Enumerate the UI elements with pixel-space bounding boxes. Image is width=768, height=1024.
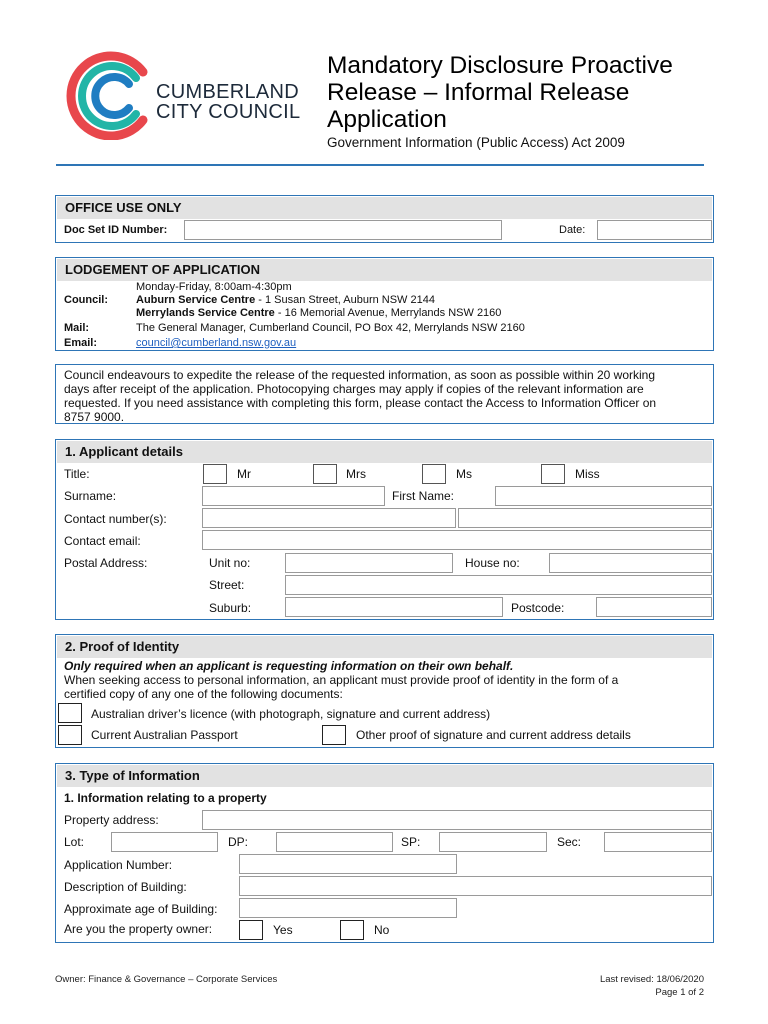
title-label: Title: [64, 467, 90, 481]
council-label: Council: [64, 294, 108, 306]
other-proof-checkbox[interactable] [322, 725, 346, 745]
owner-no-checkbox[interactable] [340, 920, 364, 940]
application-number-field[interactable] [239, 854, 457, 874]
unit-no-label: Unit no: [209, 556, 251, 570]
dp-label: DP: [228, 835, 249, 849]
other-proof-label: Other proof of signature and current address details [356, 728, 631, 742]
title-miss-checkbox[interactable] [541, 464, 565, 484]
lot-label: Lot: [64, 835, 85, 849]
cumberland-logo [58, 50, 158, 140]
page-title [327, 52, 673, 133]
owner-yes-label: Yes [273, 923, 293, 937]
footer-revised: Last revised: 18/06/2020 [599, 974, 704, 985]
date-label: Date: [559, 224, 586, 236]
office-use-section [55, 195, 714, 243]
logo-text [156, 82, 300, 122]
identity-heading: 2. Proof of Identity [57, 636, 712, 658]
property-address-label: Property address: [64, 813, 159, 827]
contact-email-label: Contact email: [64, 534, 141, 548]
licence-checkbox[interactable] [58, 703, 82, 723]
sec-field[interactable] [604, 832, 712, 852]
mail-label: Mail: [64, 322, 90, 334]
title-line-2: Release – Informal Release [327, 79, 630, 106]
notice-section [55, 364, 714, 424]
title-mrs-checkbox[interactable] [313, 464, 337, 484]
passport-checkbox[interactable] [58, 725, 82, 745]
contact-number-label: Contact number(s): [64, 512, 167, 526]
surname-field[interactable] [202, 486, 385, 506]
doc-set-id-field[interactable] [184, 220, 502, 240]
identity-note: Only required when an applicant is requesting information on their own behalf. [64, 659, 514, 673]
sp-label: SP: [401, 835, 421, 849]
contact-email-field[interactable] [202, 530, 712, 550]
title-ms-checkbox[interactable] [422, 464, 446, 484]
applicant-section [55, 439, 714, 620]
doc-set-label: Doc Set ID Number: [64, 224, 168, 236]
suburb-field[interactable] [285, 597, 503, 617]
first-name-field[interactable] [495, 486, 712, 506]
title-line-1: Mandatory Disclosure Proactive [327, 52, 673, 79]
licence-label: Australian driver’s licence (with photograph, signature and current address) [91, 707, 491, 721]
house-no-label: House no: [465, 556, 520, 570]
notice-line-4: 8757 9000. [64, 410, 125, 424]
description-label: Description of Building: [64, 880, 187, 894]
street-field[interactable] [285, 575, 712, 595]
contact-number-field-1[interactable] [202, 508, 456, 528]
header-divider [56, 164, 704, 166]
sec-label: Sec: [557, 835, 582, 849]
council-email-link[interactable]: council@cumberland.nsw.gov.au [136, 337, 297, 349]
suburb-label: Suburb: [209, 601, 252, 615]
info-type-heading: 3. Type of Information [57, 765, 712, 787]
title-ms-label: Ms [456, 467, 472, 481]
auburn-centre [136, 294, 435, 306]
property-subheading: 1. Information relating to a property [64, 791, 267, 805]
owner-yes-checkbox[interactable] [239, 920, 263, 940]
passport-label: Current Australian Passport [91, 728, 238, 742]
house-no-field[interactable] [549, 553, 712, 573]
notice-line-1: Council endeavours to expedite the release of the requested information, as soon as possible within 20 working [64, 368, 656, 382]
lodgement-section [55, 257, 714, 351]
property-address-field[interactable] [202, 810, 712, 830]
dp-field[interactable] [276, 832, 393, 852]
postal-address-label: Postal Address: [64, 556, 148, 570]
page-subtitle: Government Information (Public Access) Act 2009 [327, 135, 625, 150]
unit-no-field[interactable] [285, 553, 453, 573]
email-label: Email: [64, 337, 98, 349]
postcode-label: Postcode: [511, 601, 565, 615]
lot-field[interactable] [111, 832, 218, 852]
lodgement-hours: Monday-Friday, 8:00am-4:30pm [136, 281, 292, 293]
first-name-label: First Name: [392, 489, 455, 503]
postcode-field[interactable] [596, 597, 712, 617]
title-mr-checkbox[interactable] [203, 464, 227, 484]
owner-no-label: No [374, 923, 390, 937]
building-age-field[interactable] [239, 898, 457, 918]
applicant-heading: 1. Applicant details [57, 441, 712, 463]
contact-number-field-2[interactable] [458, 508, 712, 528]
building-age-label: Approximate age of Building: [64, 902, 218, 916]
merrylands-centre-address: - 16 Memorial Avenue, Merrylands NSW 2160 [274, 307, 502, 319]
merrylands-centre-name: Merrylands Service Centre [136, 307, 275, 319]
notice-line-3: requested. If you need assistance with completing this form, please contact the Access to Information Officer on [64, 396, 657, 410]
title-mr-label: Mr [237, 467, 251, 481]
logo-line-2: CITY COUNCIL [156, 101, 301, 123]
description-field[interactable] [239, 876, 712, 896]
street-label: Street: [209, 578, 245, 592]
auburn-centre-address: - 1 Susan Street, Auburn NSW 2144 [255, 294, 435, 306]
office-use-heading: OFFICE USE ONLY [57, 197, 712, 219]
info-type-section [55, 763, 714, 943]
surname-label: Surname: [64, 489, 117, 503]
logo-line-1: CUMBERLAND [156, 81, 300, 103]
auburn-centre-name: Auburn Service Centre [136, 294, 256, 306]
title-miss-label: Miss [575, 467, 600, 481]
date-field[interactable] [597, 220, 712, 240]
footer-page: Page 1 of 2 [655, 987, 704, 998]
property-owner-label: Are you the property owner: [64, 922, 213, 936]
identity-line-1: When seeking access to personal information, an applicant must provide proof of identity in the form of a [64, 673, 619, 687]
application-number-label: Application Number: [64, 858, 173, 872]
identity-line-2: certified copy of any one of the following documents: [64, 687, 343, 701]
title-mrs-label: Mrs [346, 467, 366, 481]
merrylands-centre [136, 307, 501, 319]
mail-value: The General Manager, Cumberland Council, PO Box 42, Merrylands NSW 2160 [136, 322, 525, 334]
title-line-3: Application [327, 106, 447, 133]
identity-section [55, 634, 714, 748]
sp-field[interactable] [439, 832, 547, 852]
notice-line-2: days after receipt of the application. Photocopying charges may apply if copies of the relevant information are [64, 382, 644, 396]
lodgement-heading: LODGEMENT OF APPLICATION [57, 259, 712, 281]
footer-owner: Owner: Finance & Governance – Corporate Services [55, 974, 278, 985]
